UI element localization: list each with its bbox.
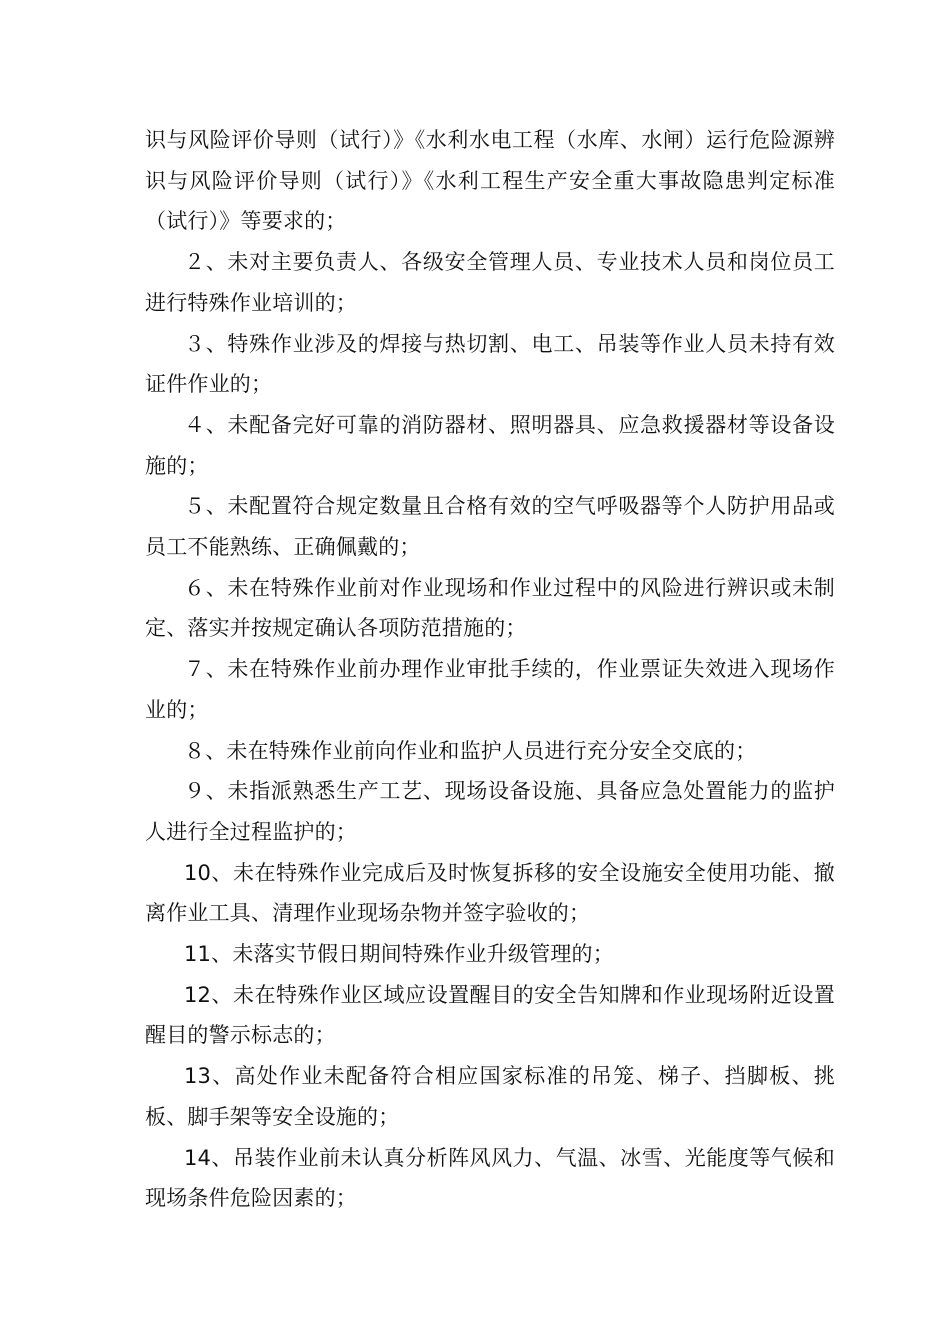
list-item-10: 10、未在特殊作业完成后及时恢复拆移的安全设施安全使用功能、撤离作业工具、清理作业现场杂物并签字验收的； bbox=[145, 860, 835, 926]
list-item-12: 12、未在特殊作业区域应设置醒目的安全告知牌和作业现场附近设置醒目的警示标志的； bbox=[145, 982, 835, 1048]
list-item-4: ４、未配备完好可靠的消防器材、照明器具、应急救援器材等设备设施的； bbox=[145, 412, 835, 478]
list-item-9: ９、未指派熟悉生产工艺、现场设备设施、具备应急处置能力的监护人进行全过程监护的； bbox=[145, 779, 835, 844]
document-body bbox=[145, 120, 835, 1219]
list-item-6: ６、未在特殊作业前对作业现场和作业过程中的风险进行辨识或未制定、落实并按规定确认各项防范措施的； bbox=[145, 575, 835, 641]
list-item-5: ５、未配置符合规定数量且合格有效的空气呼吸器等个人防护用品或员工不能熟练、正确佩戴的； bbox=[145, 494, 835, 560]
list-item-13: 13、高处作业未配备符合相应国家标准的吊笼、梯子、挡脚板、挑板、脚手架等安全设施的； bbox=[145, 1064, 835, 1129]
list-item-7: ７、未在特殊作业前办理作业审批手续的，作业票证失效进入现场作业的； bbox=[145, 657, 835, 722]
list-item-2: ２、未对主要负责人、各级安全管理人员、专业技术人员和岗位员工进行特殊作业培训的； bbox=[145, 250, 835, 315]
list-item-8: ８、未在特殊作业前向作业和监护人员进行充分安全交底的； bbox=[184, 738, 757, 763]
list-item-3: ３、特殊作业涉及的焊接与热切割、电工、吊装等作业人员未持有效证件作业的； bbox=[145, 331, 835, 397]
list-item-11: 11、未落实节假日期间特殊作业升级管理的； bbox=[184, 942, 614, 967]
list-item-14: 14、吊装作业前未认真分析阵风风力、气温、冰雪、光能度等气候和现场条件危险因素的； bbox=[145, 1145, 835, 1211]
paragraph-continuation: 识与风险评价导则（试行）》《水利水电工程（水库、水闸）运行危险源辨识与风险评价导则（试行）》《水利工程生产安全重大事故隐患判定标准（试行）》等要求的； bbox=[145, 128, 835, 234]
